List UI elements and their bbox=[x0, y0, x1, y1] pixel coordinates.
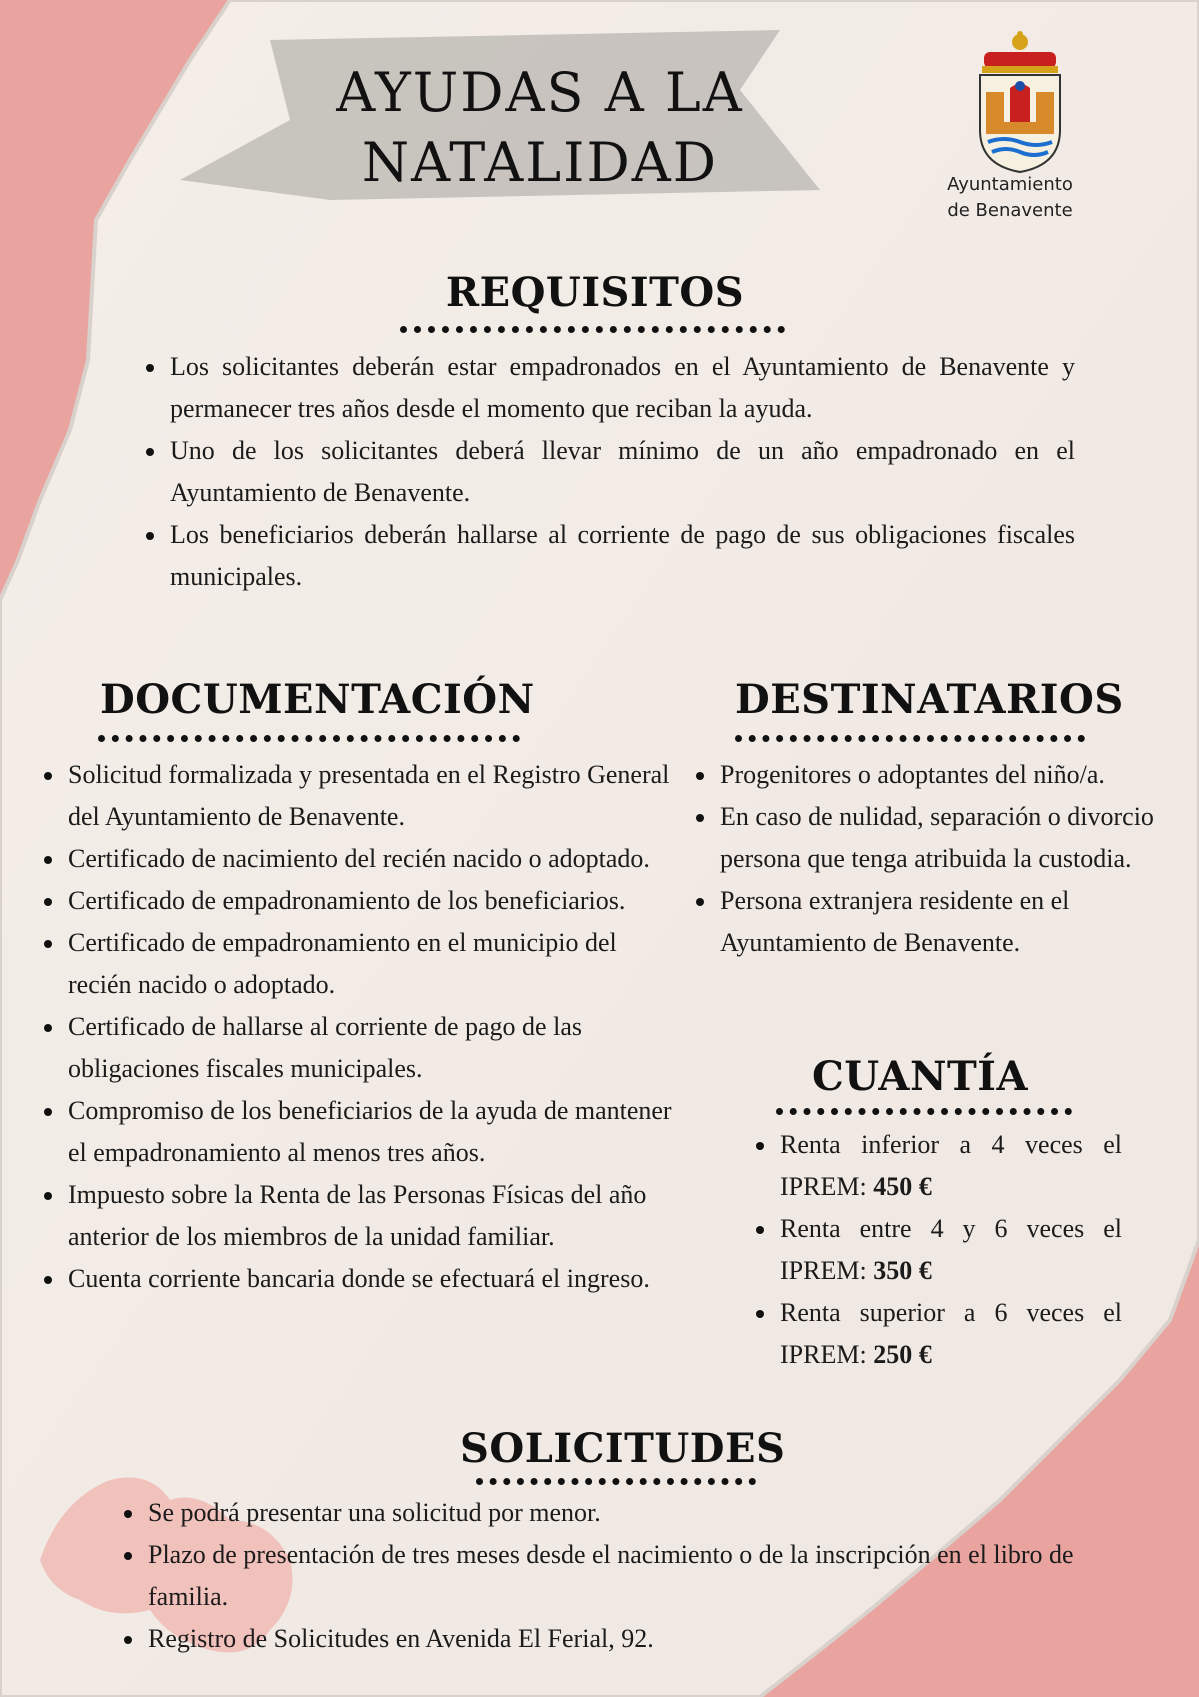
destinatarios-list bbox=[690, 754, 1170, 964]
list-item: En caso de nulidad, separación o divorcio persona que tenga atribuida la custodia. bbox=[690, 796, 1170, 880]
requisitos-list bbox=[140, 346, 1075, 598]
list-item: Se podrá presentar una solicitud por menor. bbox=[118, 1492, 1118, 1534]
list-item: Renta inferior a 4 veces el IPREM: 450 € bbox=[750, 1124, 1122, 1208]
list-item: Certificado de empadronamiento en el municipio del recién nacido o adoptado. bbox=[38, 922, 678, 1006]
destinatarios-heading: DESTINATARIOS bbox=[735, 676, 1124, 723]
list-item: Progenitores o adoptantes del niño/a. bbox=[690, 754, 1170, 796]
page-title: AYUDAS A LA NATALIDAD bbox=[336, 61, 744, 194]
list-item: Certificado de hallarse al corriente de pago de las obligaciones fiscales municipales. bbox=[38, 1006, 678, 1090]
list-item: Certificado de nacimiento del recién nacido o adoptado. bbox=[38, 838, 678, 880]
list-item: Impuesto sobre la Renta de las Personas Físicas del año anterior de los miembros de la unidad familiar. bbox=[38, 1174, 678, 1258]
solicitudes-underline bbox=[476, 1478, 756, 1485]
cuantia-underline bbox=[776, 1108, 1072, 1115]
list-item: Solicitud formalizada y presentada en el Registro General del Ayuntamiento de Benavente. bbox=[38, 754, 678, 838]
solicitudes-list bbox=[118, 1492, 1118, 1660]
list-item: Certificado de empadronamiento de los beneficiarios. bbox=[38, 880, 678, 922]
requisitos-heading: REQUISITOS bbox=[445, 269, 745, 316]
list-item: Los beneficiarios deberán hallarse al corriente de pago de sus obligaciones fiscales municipales. bbox=[140, 514, 1075, 598]
amount: 350 € bbox=[873, 1256, 932, 1285]
documentacion-list bbox=[38, 754, 678, 1300]
destinatarios-underline bbox=[735, 735, 1085, 742]
documentacion-underline bbox=[98, 735, 520, 742]
list-item: Registro de Solicitudes en Avenida El Ferial, 92. bbox=[118, 1618, 1118, 1660]
requisitos-underline bbox=[400, 326, 785, 333]
list-item: Plazo de presentación de tres meses desde el nacimiento o de la inscripción en el libro de familia. bbox=[118, 1534, 1118, 1618]
solicitudes-heading: SOLICITUDES bbox=[460, 1425, 786, 1472]
amount: 450 € bbox=[873, 1172, 932, 1201]
list-item: Uno de los solicitantes deberá llevar mínimo de un año empadronado en el Ayuntamiento de Benavente. bbox=[140, 430, 1075, 514]
list-item: Compromiso de los beneficiarios de la ayuda de mantener el empadronamiento al menos tres años. bbox=[38, 1090, 678, 1174]
amount: 250 € bbox=[873, 1340, 932, 1369]
list-item: Persona extranjera residente en el Ayuntamiento de Benavente. bbox=[690, 880, 1170, 964]
list-item: Cuenta corriente bancaria donde se efectuará el ingreso. bbox=[38, 1258, 678, 1300]
cuantia-heading: CUANTÍA bbox=[811, 1053, 1029, 1100]
list-item: Renta superior a 6 veces el IPREM: 250 € bbox=[750, 1292, 1122, 1376]
crest-logo bbox=[970, 30, 1070, 175]
cuantia-list bbox=[750, 1124, 1122, 1376]
list-item: Los solicitantes deberán estar empadronados en el Ayuntamiento de Benavente y permanecer tres años desde el momento que reciban la ayuda. bbox=[140, 346, 1075, 430]
list-item: Renta entre 4 y 6 veces el IPREM: 350 € bbox=[750, 1208, 1122, 1292]
crest-caption: Ayuntamiento de Benavente bbox=[947, 174, 1073, 221]
documentacion-heading: DOCUMENTACIÓN bbox=[100, 676, 535, 723]
